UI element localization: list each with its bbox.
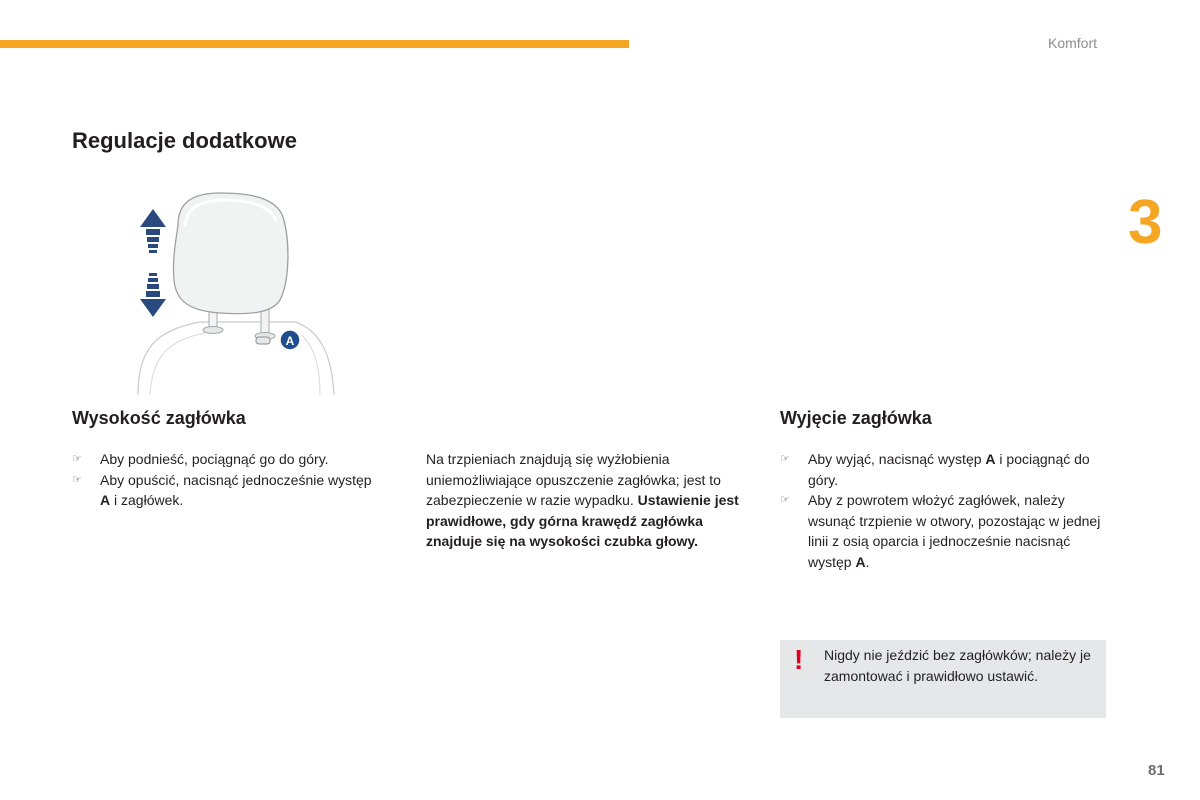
arrow-down-icon (140, 273, 166, 317)
pointer-bullet-icon: ☞ (72, 473, 82, 486)
chapter-number: 3 (1128, 188, 1163, 257)
pointer-bullet-icon: ☞ (780, 494, 790, 506)
safety-note-bold: Ustawienie jest prawidłowe, gdy górna krawędź zagłówka znajduje się na wysokości czubka głowy. (426, 492, 739, 549)
pointer-bullet-icon: ☞ (780, 453, 790, 465)
removal-list (780, 449, 1110, 572)
safety-note (426, 449, 746, 552)
list-item: ☞ Aby wyjąć, nacisnąć występ A i pociągnąć do góry. (780, 451, 1090, 488)
warning-icon: ! (794, 644, 804, 675)
height-list (72, 449, 372, 511)
height-heading: Wysokość zagłówka (72, 408, 246, 428)
list-item: ☞ Aby podnieść, pociągnąć go do góry. (72, 449, 372, 470)
warning-box (780, 640, 1106, 718)
arrow-up-icon (140, 209, 166, 253)
release-button (256, 337, 270, 344)
page-title: Regulacje dodatkowe (72, 128, 297, 153)
label-a-text: A (285, 334, 295, 348)
header-accent-bar (0, 40, 629, 48)
seat-back-outline (138, 322, 334, 395)
headrest-illustration (130, 185, 340, 397)
page-number: 81 (1148, 762, 1165, 779)
warning-text: Nigdy nie jeździć bez zagłówków; należy je zamontować i prawidłowo ustawić. (824, 647, 1091, 684)
safety-note-text: Na trzpieniach znajdują się wyżłobienia uniemożliwiające opuszczenie zagłówka; jest to zabezpieczenie w razie wypadku. (426, 451, 721, 508)
list-item: ☞ Aby z powrotem włożyć zagłówek, należy wsunąć trzpienie w otwory, pozostając w jednej linii z osią oparcia i jednocześnie nacisnąć występ A. (780, 492, 1101, 570)
removal-heading: Wyjęcie zagłówka (780, 408, 932, 428)
section-label: Komfort (1048, 35, 1098, 51)
pointer-bullet-icon: ☞ (72, 453, 82, 465)
list-item: ☞ Aby opuścić, nacisnąć jednocześnie występ A i zagłówek. (72, 471, 372, 508)
seat-back-inner-line (150, 333, 205, 395)
